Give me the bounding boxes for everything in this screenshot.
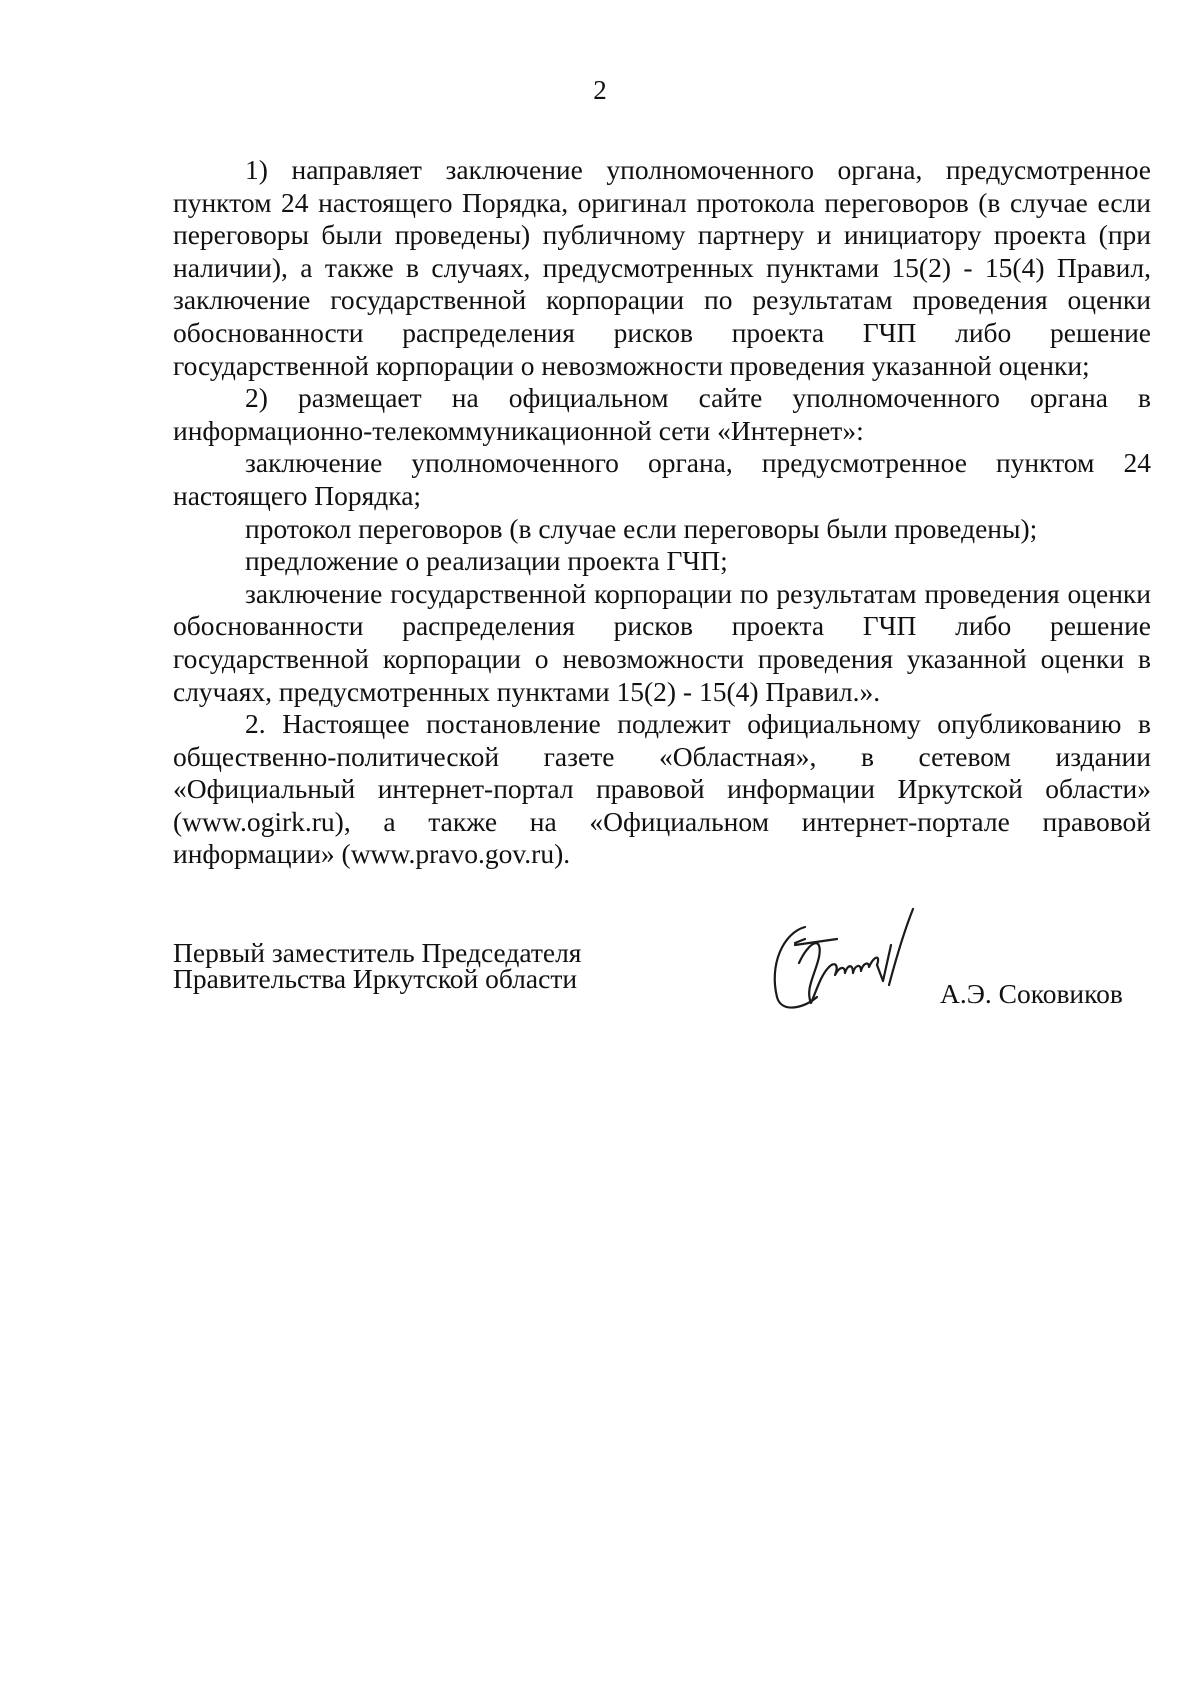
paragraph-publication: 2. Настоящее постановление подлежит официальному опубликованию в общественно-политической газете «Областная», в сетевом издании «Официальный интернет-портал правовой информации Иркутской области» (www.ogirk.ru), а также на «Официальном интернет-портале правовой информации» (www.pravo.gov.ru). <box>173 708 1151 870</box>
paragraph-protocol: протокол переговоров (в случае если переговоры были проведены); <box>245 512 1038 544</box>
signer-position-line-2: Правительства Иркутской области <box>173 963 578 994</box>
signer-position-line-1: Первый заместитель Председателя <box>173 937 582 968</box>
signer-name: А.Э. Соковиков <box>940 978 1123 1009</box>
handwritten-signature <box>765 905 955 1025</box>
page-number: 2 <box>593 75 607 105</box>
document-body <box>173 154 1151 871</box>
paragraph-proposal: предложение о реализации проекта ГЧП; <box>245 545 728 577</box>
signer-position <box>173 937 582 994</box>
paragraph-item-1: 1) направляет заключение уполномоченного органа, предусмотренное пунктом 24 настоящего Порядка, оригинал протокола переговоров (в случае если переговоры были проведены) публичному партнеру и инициатору проекта (при наличии), а также в случаях, предусмотренных пунктами 15(2) - 15(4) Правил, заключение государственной корпорации по результатам проведения оценки обоснованности распределения рисков проекта ГЧП либо решение государственной корпорации о невозможности проведения указанной оценки; <box>173 154 1151 381</box>
paragraph-corporation-conclusion: заключение государственной корпорации по результатам проведения оценки обоснованности распределения рисков проекта ГЧП либо решение государственной корпорации о невозможности проведения указанной оценки в случаях, предусмотренных пунктами 15(2) - 15(4) Правил.». <box>173 577 1151 707</box>
paragraph-item-2: 2) размещает на официальном сайте уполномоченного органа в информационно-телекоммуникационной сети «Интернет»: <box>173 382 1151 446</box>
paragraph-conclusion: заключение уполномоченного органа, предусмотренное пунктом 24 настоящего Порядка; <box>173 447 1151 511</box>
